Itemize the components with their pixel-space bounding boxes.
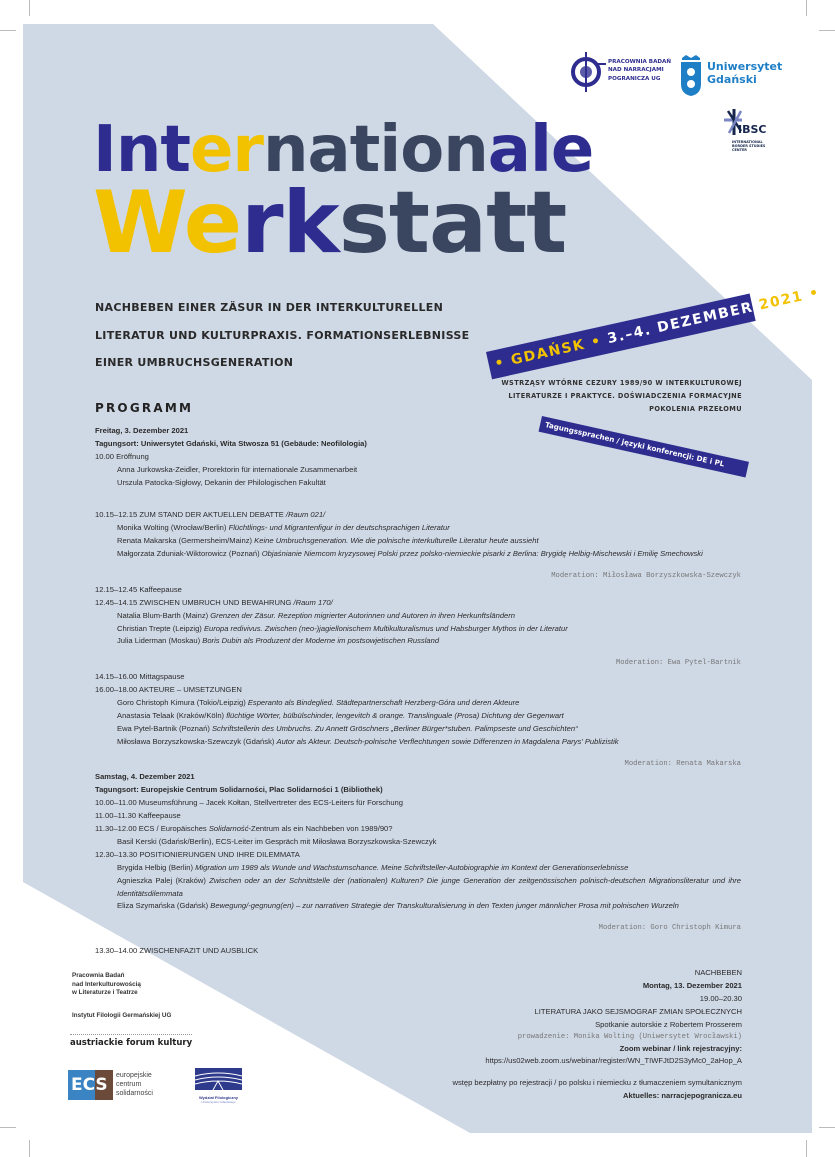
slot-note: /Raum 021/ [285,510,326,520]
speaker: Natalia Blum-Barth (Mainz) [117,610,211,620]
talk [95,710,741,723]
program-slot [95,671,741,684]
program-slot [95,684,741,697]
title-part: e [183,173,242,273]
languages-sticker: Tagungssprachen / języki konferencji: DE i PL [539,416,749,478]
website-link[interactable]: Aktuelles: narracjepogranicza.eu [622,1091,742,1101]
slot-label: 10.00 Eröffnung [95,451,149,461]
slot-label: 14.15–16.00 Mittagspause [95,672,185,682]
nachbeben-block [452,967,742,1103]
talk [95,836,741,849]
title-part: nation [262,113,488,187]
ibsc-sub: CENTER [732,148,747,152]
talk [95,610,741,623]
subtitle-line: EINER UMBRUCHSGENERATION [95,356,294,369]
partner-line: nad Interkulturowością [72,980,141,988]
title-part: statt [338,173,567,273]
talk-title: Esperanto als Bindeglied. Städtepartnerschaft Herzberg-Góra und deren Akteure [247,698,520,708]
wf-line: Uniwersytetu Gdańskiego [201,1100,236,1104]
pracownia-emblem-icon [570,50,606,92]
partner-line: w Literaturze i Teatrze [72,989,138,997]
partners [72,972,171,1021]
talk [95,464,741,477]
talk [95,623,741,636]
program-heading-line: Freitag, 3. Dezember 2021 [95,426,189,435]
pracownia-logo [570,50,672,97]
program-heading-line: Tagungsort: Uniwersytet Gdański, Wita Stwosza 51 (Gebäude: Neofilologia) [95,438,367,448]
program-slot [95,451,741,464]
talk-title: flüchtige Wörter, bülbülschinder, lengevitch & orange. Translinguale (Prosa) Dichtung der Gegenwart [226,710,564,720]
moderation: Moderation: Ewa Pytel-Bartnik [615,659,741,668]
partner-institut: Instytut Filologii Germańskiej UG [72,1012,172,1020]
ug-logo [680,54,783,101]
ug-logo-line: Gdański [707,73,757,86]
talk-title: Bewegung/-gegnung(en) – zur narrativen Strategie der Transkulturalisierung in den Texten junger männlicher Prosa mit polnischen Wurzeln [210,901,679,911]
ecs-line: solidarności [116,1090,153,1097]
program-slot [95,823,741,836]
talk-title: Flüchtlings- und Migrantenfigur in der deutschsprachigen Literatur [228,523,450,533]
band-year: 2021 • [757,284,822,314]
nachbeben-meeting: Spotkanie autorskie z Robertem Prosserem [595,1019,742,1029]
spacer [95,489,741,509]
ibsc-name: IBSC [738,123,767,136]
speaker: Renata Makarska (Germersheim/Mainz) [117,536,255,546]
talk [95,548,741,561]
title-part: W [93,173,184,273]
nachbeben-date: Montag, 13. Dezember 2021 [642,980,742,990]
crop-mark [29,0,30,16]
slot-note: Solidarność [208,824,249,834]
crop-mark [29,1140,30,1157]
subtitle-pl-line: LITERATURZE I PRAKTYCE. DOŚWIADCZENIA FORMACYJNE [508,392,742,400]
speaker: Goro Christoph Kimura (Tokio/Leipzig) [117,698,248,708]
program-slot [95,810,741,823]
speaker: Christian Trepte (Leipzig) [117,623,204,633]
slot-label: 12.15–12.45 Kaffeepause [95,584,182,594]
subtitle-line: NACHBEBEN EINER ZÄSUR IN DER INTERKULTURELLEN [95,301,444,314]
talk [95,535,741,548]
crop-mark [806,1140,807,1157]
program-slot [95,509,741,522]
program-heading: PROGRAMM [95,401,194,415]
ug-logo-line: Uniwersytet [707,60,783,73]
slot-label: 11.00–11.30 Kaffeepause [95,811,181,821]
subtitle-line: LITERATUR UND KULTURPRAXIS. FORMATIONSERLEBNISSE [95,328,470,342]
wydzial-filologiczny-logo [195,1068,242,1104]
partner-line: Pracownia Badań [72,972,125,979]
subtitle-pl [501,377,742,416]
ibsc-sub: INTERNATIONAL [732,140,763,144]
crop-mark [806,0,807,16]
subtitle-pl-line: POKOLENIA PRZEŁOMU [649,405,742,413]
zoom-label: Zoom webinar / link rejestracyjny: [619,1043,742,1053]
crop-mark [0,30,16,31]
ibsc-sub: BORDER STUDIES [732,144,766,148]
moderation: Moderation: Goro Christoph Kimura [598,924,741,933]
talk-title: Schriftstellerin des Umbruchs. Zu Annett Gröschners „Berliner Bürger*stuben. Palimpseste und Geschichten“ [211,723,578,733]
subtitle-pl-line: WSTRZĄSY WTÓRNE CEZURY 1989/90 W INTERKULTUROWEJ [501,379,742,387]
speaker: Miłosława Borzyszkowska-Szewczyk (Gdańsk) [117,736,277,746]
talk [95,862,741,875]
speaker: Monika Wolting (Wrocław/Berlin) [117,523,229,533]
ecs-text [116,1071,153,1098]
program-heading-line: Samstag, 4. Dezember 2021 [95,772,195,782]
talk-title: Autor als Akteur. Deutsch-polnische Verflechtungen sowie Differenzen in Magdalena Parys' Publizistik [276,736,619,746]
title-part: rk [241,173,339,273]
wf-line: Wydział Filologiczny [198,1095,239,1100]
program-slot [95,797,741,810]
slot-label: 13.30–14.00 ZWISCHENFAZIT UND AUSBLICK [95,946,259,956]
speaker: Anastasia Telaak (Kraków/Köln) [117,710,227,720]
ug-shield-icon [680,54,702,96]
afk-logo: austriackie forum kultury [70,1034,192,1048]
talk-title: Europa redivivus. Zwischen (neo-)jagiellonischem Multikulturalismus und Habsburger Mythos in der Literatur [203,623,568,633]
nachbeben-host: prowadzenie: Monika Wolting (Uniwersytet Wrocławski) [517,1032,742,1041]
subtitle-de [95,294,469,377]
talk [95,723,741,736]
slot-note: /Raum 170/ [293,597,333,607]
talk [95,697,741,710]
speaker: Julia Liderman (Moskau) [117,636,203,646]
speaker: Anna Jurkowska-Zeidler, Prorektorin für internationale Zusammenarbeit [117,464,358,474]
wf-emblem-icon [195,1068,242,1090]
slot-label: 12.45–14.15 ZWISCHEN UMBRUCH UND BEWAHRUNG [95,597,294,607]
pracownia-logo-line: POGRANICZA UG [608,75,661,82]
talk [95,736,741,749]
program-heading-line: Tagungsort: Europejskie Centrum Solidarności, Plac Solidarności 1 (Bibliothek) [95,785,383,795]
talk [95,477,741,490]
crop-mark [819,30,835,31]
speaker: Agnieszka Palej (Kraków) [117,875,210,885]
registration-link[interactable]: https://us02web.zoom.us/webinar/register/WN_TIWFJtD2S3yMc0_2aHop_A [485,1056,742,1066]
talk-title: Migration um 1989 als Wunde und Wachstumschance. Meine Schriftsteller-Autobiographie im Kontext der Generationserlebnisse [195,862,629,872]
program-slot [95,584,741,597]
talk-title: Grenzen der Zäsur. Rezeption migrierter Autorinnen und Autoren in ihren Herkunftsländern [210,610,516,620]
crop-mark [0,1127,16,1128]
speaker: Ewa Pytel-Bartnik (Poznań) [117,723,212,733]
slot-label: 10.00–11.00 Museumsführung – Jacek Kołtan, Stellvertreter des ECS-Leiters für Forschung [95,798,403,808]
talk [95,522,741,535]
nachbeben-label: NACHBEBEN [694,968,742,977]
pracownia-logo-line: PRACOWNIA BADAŃ [608,59,672,65]
slot-label: 11.30–12.00 ECS / Europäisches [95,824,209,834]
title-line-2 [93,173,567,273]
talk-title: Keine Umbruchsgeneration. Wie die polnische interkulturelle Literatur heute aussieht [254,536,539,546]
speaker: Brygida Helbig (Berlin) [117,862,196,872]
moderation: Moderation: Renata Makarska [624,759,741,768]
pracownia-logo-line: NAD NARRACJAMI [608,67,664,74]
program-slot [95,945,741,958]
moderation: Moderation: Miłosława Borzyszkowska-Szewczyk [551,572,741,581]
ibsc-logo [724,109,767,152]
talk [95,875,741,901]
slot-label: 10.15–12.15 ZUM STAND DER AKTUELLEN DEBATTE [95,510,286,520]
nachbeben-time: 19.00–20.30 [699,993,742,1003]
talk-title: Objaśnianie Niemcom kryzysowej Polski przez polsko-niemieckie pisarki z Berlina: Brygidę Helbig-Mischewski i Emilię Smechowski [261,549,703,559]
slot-label: 16.00–18.00 AKTEURE – UMSETZUNGEN [95,685,242,695]
title-part: Int [93,113,190,187]
speaker: Basil Kerski (Gdańsk/Berlin), ECS-Leiter im Gespräch mit Miłosława Borzyszkowska-Szewczyk [117,836,437,846]
speaker: Eliza Szymańska (Gdańsk) [117,901,211,911]
program-slot [95,849,741,862]
slot-label: 12.30–13.30 POSITIONIERUNGEN UND IHRE DILEMMATA [95,849,300,859]
nachbeben-title: LITERATURA JAKO SEJSMOGRAF ZMIAN SPOŁECZNYCH [534,1006,742,1016]
band-dates: 3.–4. DEZEMBER [606,299,755,348]
program-slot [95,597,741,610]
ecs-line: europejskie [116,1072,152,1079]
talk [95,900,741,913]
crop-mark [819,1127,835,1128]
nachbeben-note: wstęp bezpłatny po rejestracji / po polsku i niemiecku z tłumaczeniem symultanicznym [452,1078,742,1088]
talk [95,635,741,648]
speaker: Małgorzata Zduniak-Wiktorowicz (Poznań) [117,549,262,559]
talk-title: Zwischen oder an der Schnittstelle der (nationalen) Kulturen? Die junge Generation der zeitgenössischen polnisch-deutschen Migrationsliteratur und ihre Identitätsdilemmata [117,875,741,898]
band-city: • GDAŃSK • [493,332,604,373]
slot-label-rest: -Zentrum als ein Nachbeben von 1989/90? [248,824,393,834]
speaker: Urszula Patocka-Sigłowy, Dekanin der Philologischen Fakultät [117,477,326,487]
ecs-line: centrum [116,1081,142,1088]
talk-title: Boris Dubin als Produzent der Moderne im postsowjetischen Russland [202,636,440,646]
ecs-logo: ECS [68,1070,113,1100]
title-part: er [189,113,263,187]
spacer [95,936,741,945]
title-part: ale [487,113,594,187]
program-list [95,425,741,958]
